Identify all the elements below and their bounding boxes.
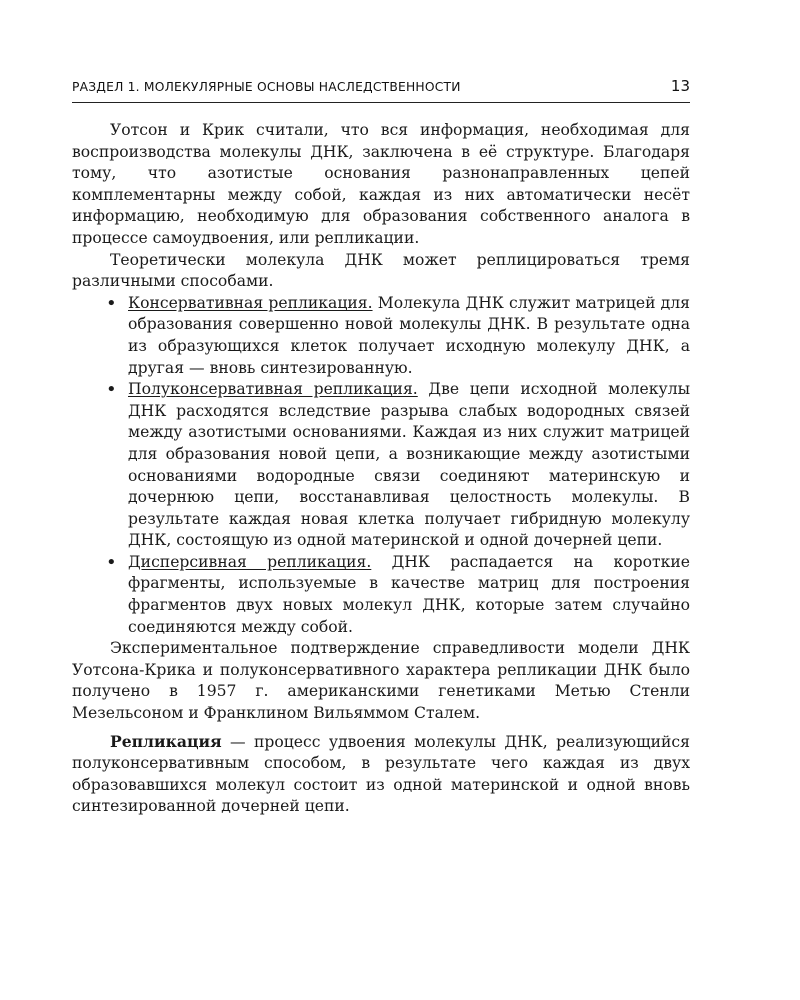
list-item-semiconservative xyxy=(128,379,690,552)
replication-methods-list xyxy=(72,293,690,639)
page-body xyxy=(72,120,690,818)
term-conservative: Консервативная репликация. xyxy=(128,293,373,312)
definition-text: — процесс удвоения молекулы ДНК, реализующийся полуконсервативным способом, в результате чего каждая из двух образовавшихся молекул состоит из одной материнской и одной вновь синтезированной дочерней цепи. xyxy=(72,732,690,816)
paragraph-watson-crick: Уотсон и Крик считали, что вся информация, необходимая для воспроизводства молекулы ДНК, заключена в её структуре. Благодаря тому, что азотистые основания разнонаправленных цепей комплементарны между собой, каждая из них автоматически несёт информацию, необходимую для образования собственного аналога в процессе самоудвоения, или репликации. xyxy=(72,121,690,247)
term-dispersive: Дисперсивная репликация. xyxy=(128,552,372,571)
definition-term: Репликация xyxy=(110,731,222,751)
text-semiconservative: Две цепи исходной молекулы ДНК расходятся вследствие разрыва слабых водородных связей между азотистыми основаниями. Каждая из них служит матрицей для образования новой цепи, а возникающие между азотистыми основаниями водородные связи соединяют материнскую и дочернюю цепи, восстанавливая целостность молекулы. В результате каждая новая клетка получает гибридную молекулу ДНК, состоящую из одной материнской и одной дочерней цепи. xyxy=(128,380,691,550)
list-item-dispersive xyxy=(128,552,690,638)
paragraph-replication-methods: Теоретически молекула ДНК может реплицироваться тремя различными способами. xyxy=(72,250,690,291)
term-semiconservative: Полуконсервативная репликация. xyxy=(128,380,418,399)
section-title: РАЗДЕЛ 1. МОЛЕКУЛЯРНЫЕ ОСНОВЫ НАСЛЕДСТВЕННОСТИ xyxy=(72,80,461,94)
text-conservative: Молекула ДНК служит матрицей для образования совершенно новой молекулы ДНК. В результате одна из образующихся клеток получает исходную молекулу ДНК, а другая — вновь синтезированную. xyxy=(128,293,690,377)
paragraph-replication-definition xyxy=(72,731,690,818)
book-page xyxy=(72,0,690,1000)
text-dispersive: ДНК распадается на короткие фрагменты, используемые в качестве матриц для построения фрагментов двух новых молекул ДНК, которые затем случайно соединяются между собой. xyxy=(128,552,690,636)
running-header xyxy=(72,76,690,103)
page-number: 13 xyxy=(670,77,690,95)
list-item-conservative xyxy=(128,293,690,379)
paragraph-experimental-proof: Экспериментальное подтверждение справедливости модели ДНК Уотсона-Крика и полуконсервативного характера репликации ДНК было получено в 1957 г. американскими генетиками Метью Стенли Мезельсоном и Франклином Вильяммом Сталем. xyxy=(72,639,690,723)
